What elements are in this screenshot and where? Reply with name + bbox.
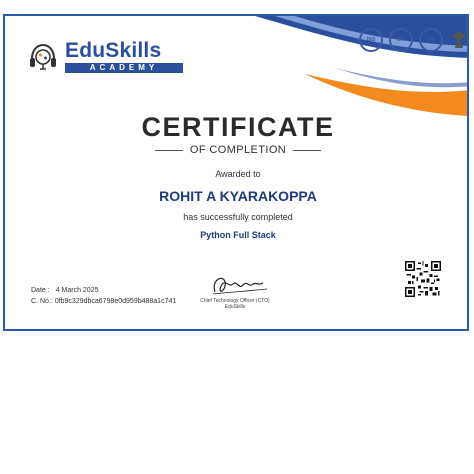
recipient-name: ROHIT A KYARAKOPPA — [159, 188, 317, 204]
signatory-role: Chief Technology Officer (CTO) — [200, 298, 270, 304]
signature-graphic — [201, 270, 271, 300]
iao-badge-icon: IAO — [419, 28, 443, 52]
course-name: Python Full Stack — [200, 230, 276, 240]
iso-badge-icon: ISO — [359, 28, 383, 52]
emblem-icon — [447, 28, 469, 52]
awarded-to-label: Awarded to — [215, 169, 261, 179]
subtitle-text: OF COMPLETION — [189, 144, 287, 156]
cert-no-row — [31, 298, 176, 305]
date-label: Date : — [31, 287, 50, 294]
completed-label: has successfully completed — [183, 212, 293, 222]
certificate-title: CERTIFICATE — [141, 112, 335, 142]
divider — [293, 150, 321, 151]
signatory-org: EduSkills — [224, 304, 246, 310]
signatory — [165, 298, 305, 310]
divider — [155, 150, 183, 151]
certificate-subtitle — [5, 144, 469, 156]
brand-name: EduSkills — [65, 39, 162, 62]
date-value: 4 March 2025 — [55, 287, 99, 294]
date-row — [31, 287, 99, 294]
headphones-brain-icon — [27, 41, 59, 73]
iso-badge-icon: ISO — [389, 28, 413, 52]
cert-no-label: C. No.: — [31, 298, 53, 305]
certificate — [3, 14, 469, 331]
qr-code-icon — [405, 261, 441, 297]
cert-no-value: 0fb9c329dbca6798e0d959b488a1c741 — [54, 298, 177, 305]
brand-tagline: ACADEMY — [65, 63, 183, 73]
